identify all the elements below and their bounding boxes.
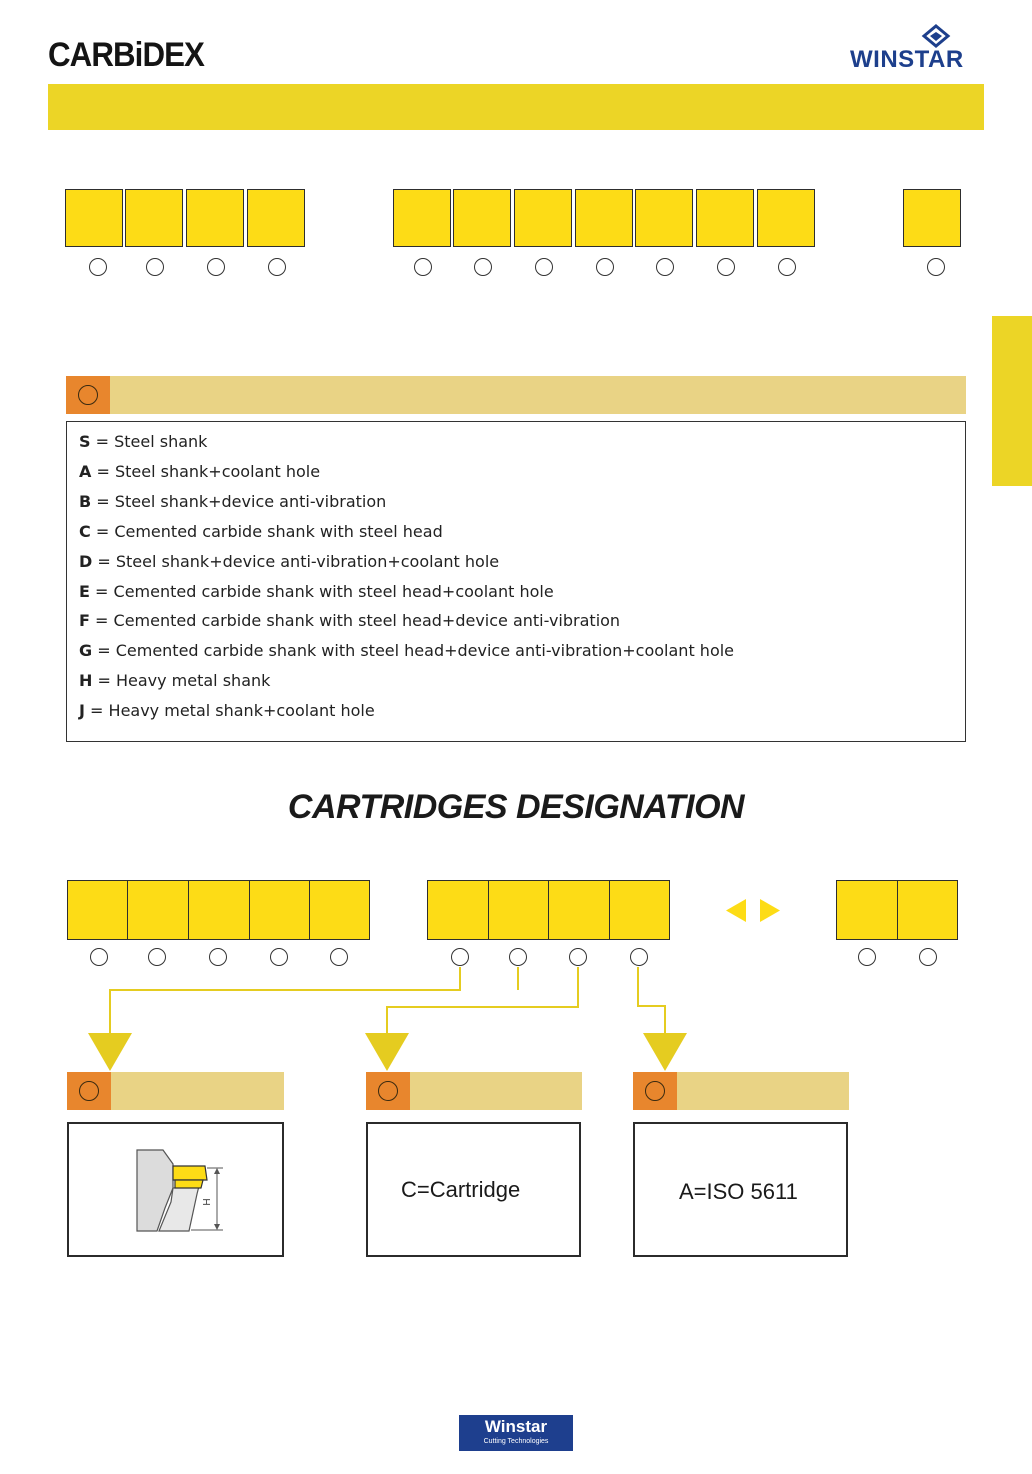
side-tab: [992, 316, 1032, 486]
height-label: H: [202, 1198, 213, 1206]
carbidex-logo: CARBiDEX: [48, 36, 205, 74]
height-diagram-box: [67, 1122, 284, 1257]
list-item: C = Cemented carbide shank with steel head: [79, 522, 443, 541]
winstar-wordmark: WINSTAR: [850, 46, 964, 73]
position-marker: [207, 258, 225, 276]
list-item: S = Steel shank: [79, 432, 208, 451]
position-marker: [89, 258, 107, 276]
list-item: G = Cemented carbide shank with steel head+device anti-vibration+coolant hole: [79, 641, 735, 660]
code-box: [903, 189, 961, 247]
position-marker: [717, 258, 735, 276]
winstar-logo: [850, 22, 986, 74]
position-marker: [79, 1081, 99, 1101]
list-item: F = Cemented carbide shank with steel head+device anti-vibration: [79, 611, 621, 630]
code-box: [65, 189, 123, 247]
list-item: H = Heavy metal shank: [79, 671, 271, 690]
section-number-tab: [633, 1072, 677, 1110]
footer-logo: [459, 1415, 573, 1451]
code-box: [635, 189, 693, 247]
code-box: [427, 880, 489, 940]
position-marker: [656, 258, 674, 276]
connector-lines: [0, 960, 1032, 1075]
list-item: E = Cemented carbide shank with steel head+coolant hole: [79, 582, 554, 601]
position-marker: [414, 258, 432, 276]
footer-logo-main: Winstar: [484, 1417, 548, 1436]
position-marker: [78, 385, 98, 405]
cartridge-type-box: [366, 1122, 581, 1257]
code-box: [836, 880, 898, 940]
shank-section-header: [66, 376, 966, 414]
standard-box: [633, 1122, 848, 1257]
code-box: [249, 880, 310, 940]
code-box: [453, 189, 511, 247]
left-right-arrows-icon: [724, 898, 784, 924]
code-box: [247, 189, 305, 247]
position-marker: [645, 1081, 665, 1101]
standard-section-header: [633, 1072, 849, 1110]
code-box: [757, 189, 815, 247]
position-marker: [146, 258, 164, 276]
position-marker: [268, 258, 286, 276]
code-box: [609, 880, 670, 940]
section-number-tab: [67, 1072, 111, 1110]
code-box: [575, 189, 633, 247]
position-marker: [474, 258, 492, 276]
code-box: [548, 880, 610, 940]
code-box: [125, 189, 183, 247]
cartridge-height-diagram: [129, 1144, 229, 1234]
position-marker: [778, 258, 796, 276]
cartridge-type-text: C=Cartridge: [401, 1177, 521, 1202]
list-item: D = Steel shank+device anti-vibration+coolant hole: [79, 552, 500, 571]
type-section-header: [366, 1072, 582, 1110]
code-box: [186, 189, 244, 247]
down-arrow-icon: [365, 1033, 409, 1071]
code-box: [488, 880, 549, 940]
down-arrow-icon: [643, 1033, 687, 1071]
code-box: [127, 880, 189, 940]
position-marker: [535, 258, 553, 276]
code-box: [696, 189, 754, 247]
code-box: [897, 880, 958, 940]
footer-logo-sub: Cutting Technologies: [483, 1438, 549, 1445]
code-box: [393, 189, 451, 247]
standard-text: A=ISO 5611: [679, 1179, 798, 1204]
section-title: CARTRIDGES DESIGNATION: [287, 788, 745, 826]
position-marker: [927, 258, 945, 276]
header-bar: [48, 84, 984, 130]
section-number-tab: [66, 376, 110, 414]
code-box: [309, 880, 370, 940]
position-marker: [596, 258, 614, 276]
code-box: [514, 189, 572, 247]
list-item: B = Steel shank+device anti-vibration: [79, 492, 387, 511]
section-number-tab: [366, 1072, 410, 1110]
shank-type-list: [66, 421, 966, 742]
position-marker: [378, 1081, 398, 1101]
code-box: [188, 880, 250, 940]
list-item: A = Steel shank+coolant hole: [79, 462, 321, 481]
height-section-header: [67, 1072, 284, 1110]
code-box: [67, 880, 128, 940]
down-arrow-icon: [88, 1033, 132, 1071]
list-item: J = Heavy metal shank+coolant hole: [79, 701, 375, 720]
